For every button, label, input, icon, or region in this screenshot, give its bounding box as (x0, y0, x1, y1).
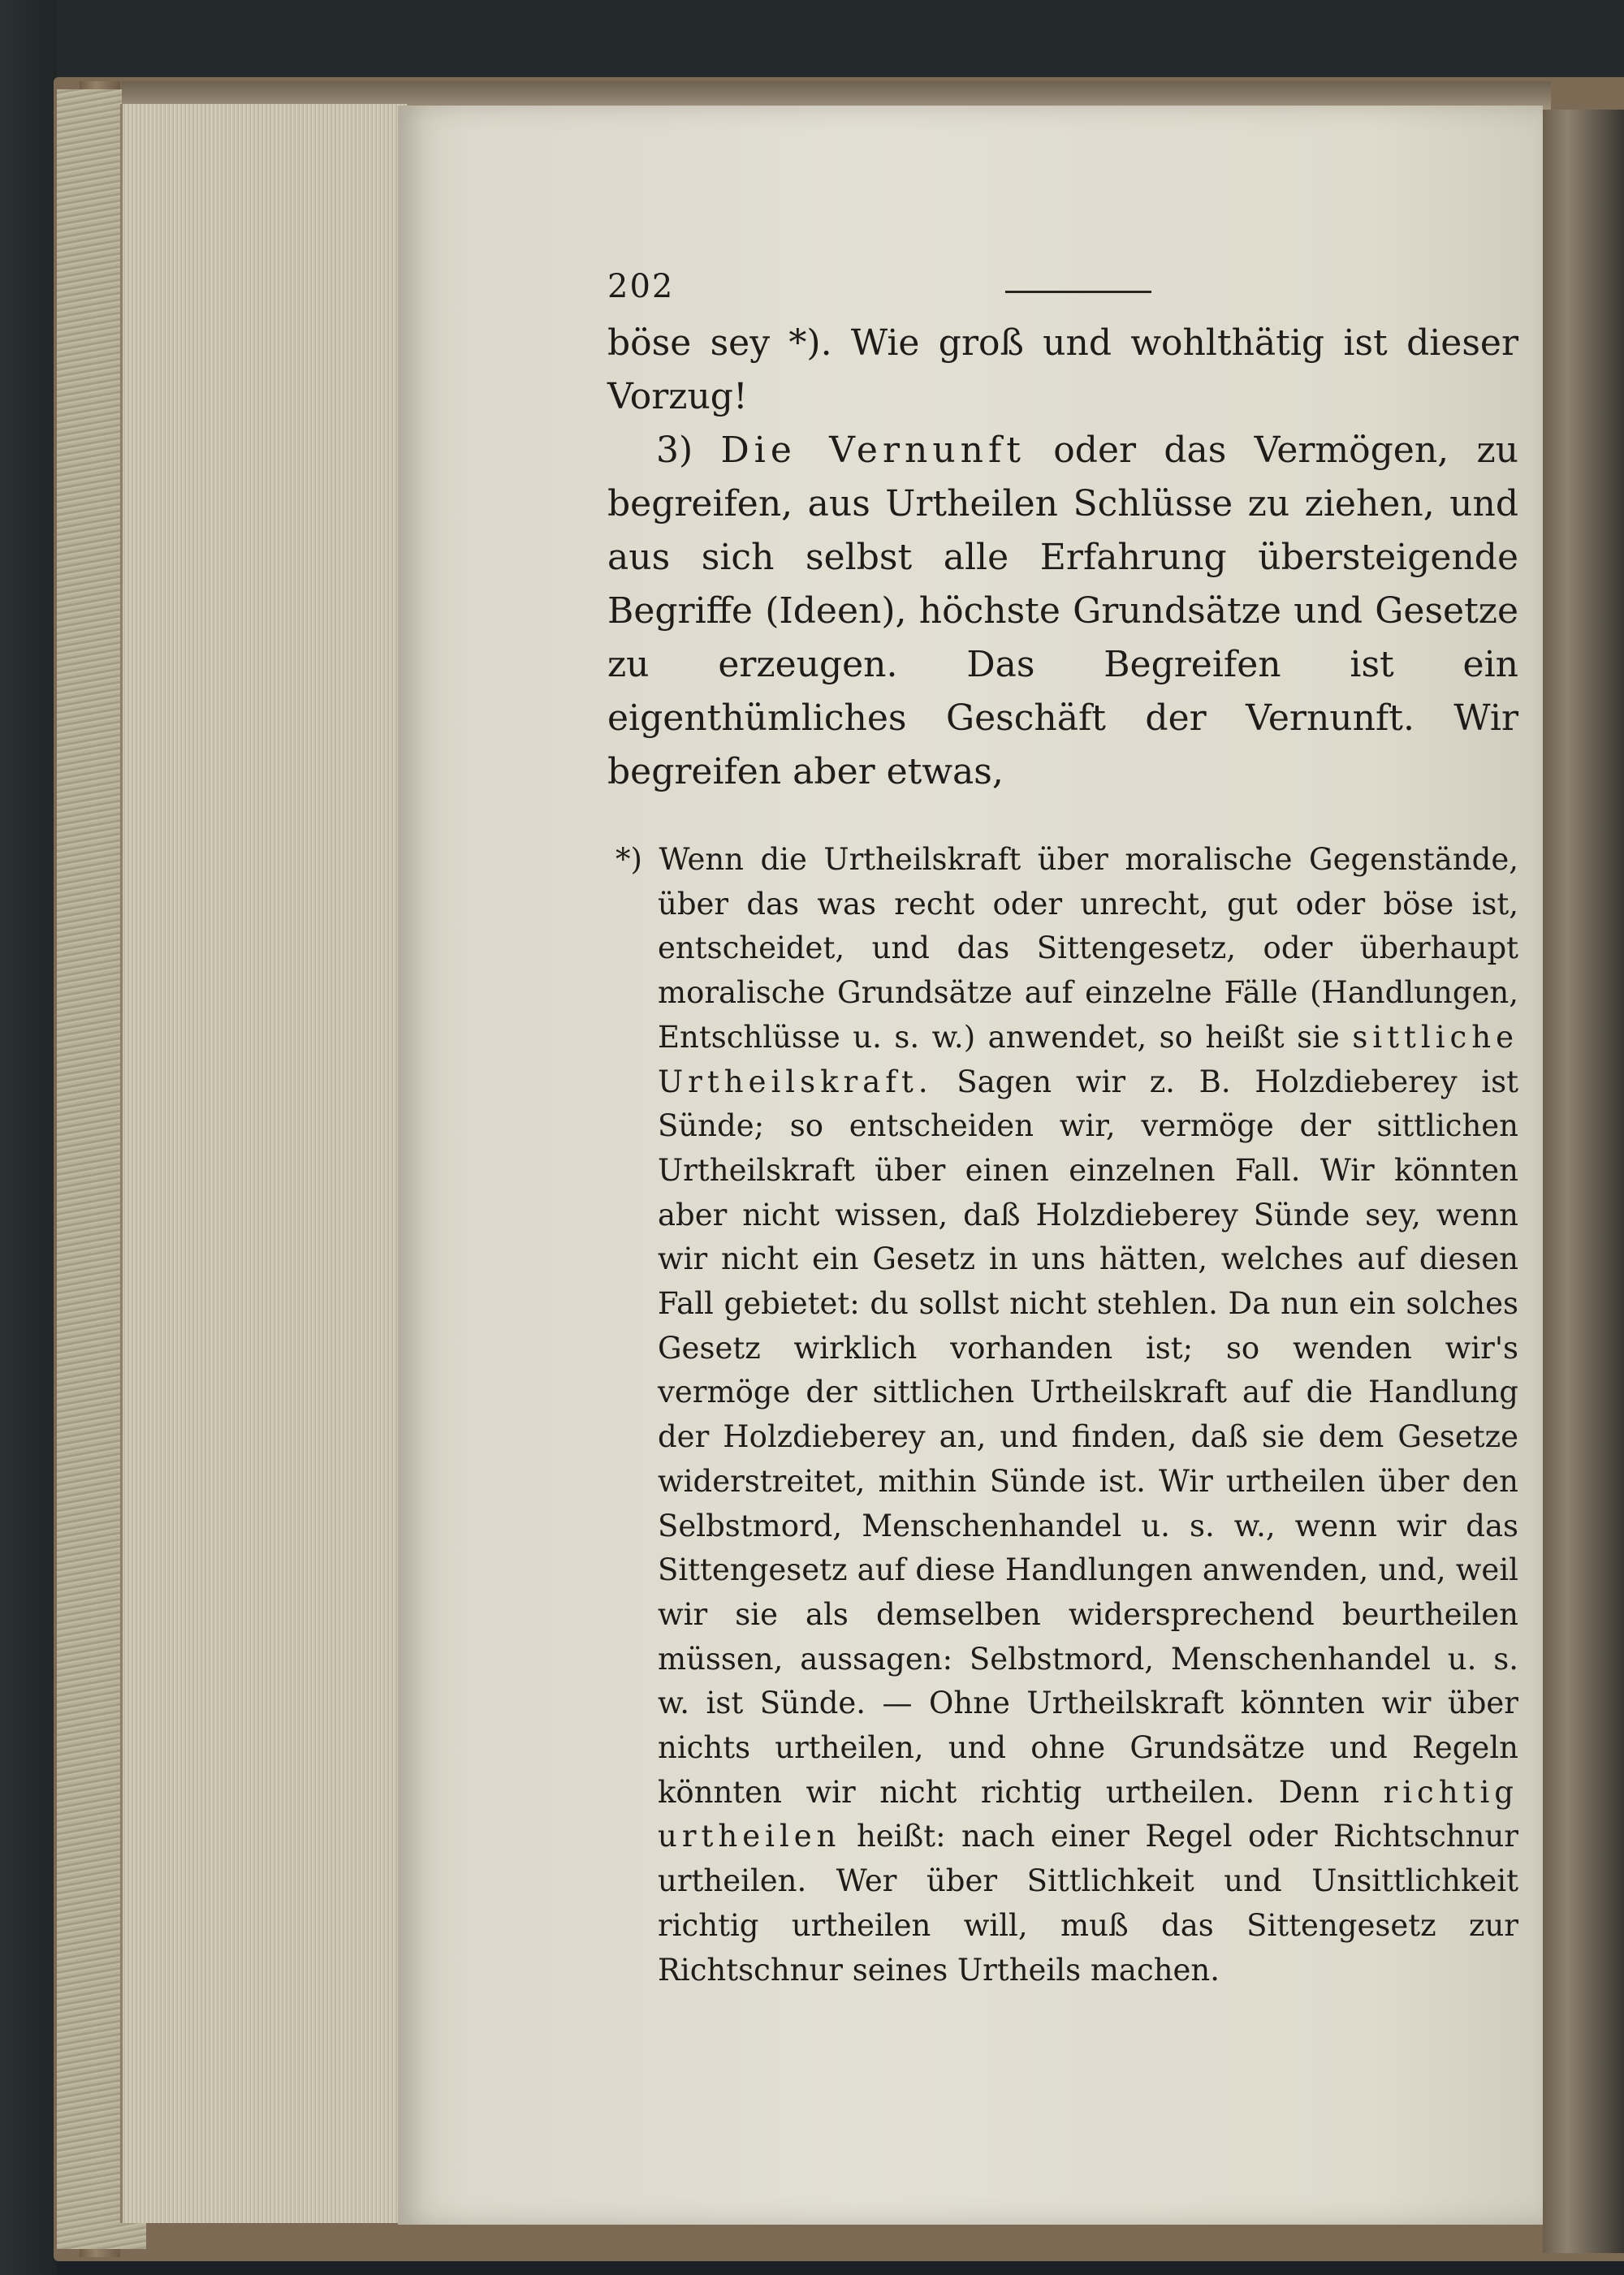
footnote-emphasis-1: sittliche Urtheilskraft. (658, 1019, 1518, 1099)
backdrop-left (0, 0, 57, 2275)
body-text (607, 317, 1518, 799)
footnote-text-3: heißt: nach einer Regel oder Richtschnur urtheilen. Wer über Sittlichkeit und Unsittlichkeit richtig urtheilen will, muß das Sittengesetz zur Richtschnur seines Urtheils machen. (658, 1819, 1518, 1988)
footnote-text-1: Wenn die Urtheilskraft über moralische Gegenstände, über das was recht oder unrecht, gut oder böse ist, entscheidet, und das Sittengesetz, oder überhaupt moralische Grundsätze auf einzelne Fälle (Handlungen, Entschlüsse u. s. w.) anwendet, so heißt sie (658, 842, 1518, 1055)
right-page-edge (1543, 110, 1624, 2253)
header-rule (1005, 291, 1151, 293)
paragraph-1 (607, 317, 1518, 424)
footnote-marker: *) (615, 842, 642, 877)
page-number: 202 (607, 268, 675, 305)
footnote-text-2: Sagen wir z. B. Holzdieberey ist Sünde; so entscheiden wir, vermöge der sittlichen Urtheilskraft über einen einzelnen Fall. Wir könnten aber nicht wissen, daß Holzdieberey Sünde sey, wenn wir nicht ein Gesetz in uns hätten, welches auf diesen Fall gebietet: du sollst nicht stehlen. Da nun ein solches Gesetz wirklich vorhanden ist; so wenden wir's vermöge der sittlichen Urtheilskraft auf die Handlung der Holzdieberey an, und finden, daß sie dem Gesetze widerstreitet, mithin Sünde ist. Wir urtheilen über den Selbstmord, Menschenhandel u. s. w., wenn wir das Sittengesetz auf diese Handlungen anwenden, und, weil wir sie als demselben widersprechend beurtheilen müssen, aussagen: Selbstmord, Menschenhandel u. s. w. ist Sünde. — Ohne Urtheilskraft könnten wir über nichts urtheilen, und ohne Grundsätze und Regeln könnten wir nicht richtig urtheilen. Denn (658, 1064, 1518, 1810)
paragraph-2-lead: 3) (656, 430, 721, 471)
footnote (607, 838, 1518, 1992)
paragraph-1-text: böse sey *). Wie groß und wohlthätig ist dieser Vorzug! (607, 322, 1518, 417)
paragraph-2-text: oder das Vermögen, zu begreifen, aus Urtheilen Schlüsse zu ziehen, und aus sich selbst alle Erfahrung übersteigende Begriffe (Ideen), höchste Grundsätze und Gesetze zu erzeugen. Das Begreifen ist ein eigenthümliches Geschäft der Vernunft. Wir begreifen aber etwas, (607, 430, 1518, 792)
paragraph-2 (607, 424, 1518, 799)
paragraph-2-emphasis: Die Vernunft (720, 430, 1026, 471)
page-block-fore-edge (120, 104, 407, 2223)
backdrop-top (0, 0, 1624, 77)
page-text-area (607, 268, 1518, 1992)
footnote-emphasis-2: richtig urtheilen (658, 1774, 1518, 1854)
page-header (607, 268, 1518, 317)
